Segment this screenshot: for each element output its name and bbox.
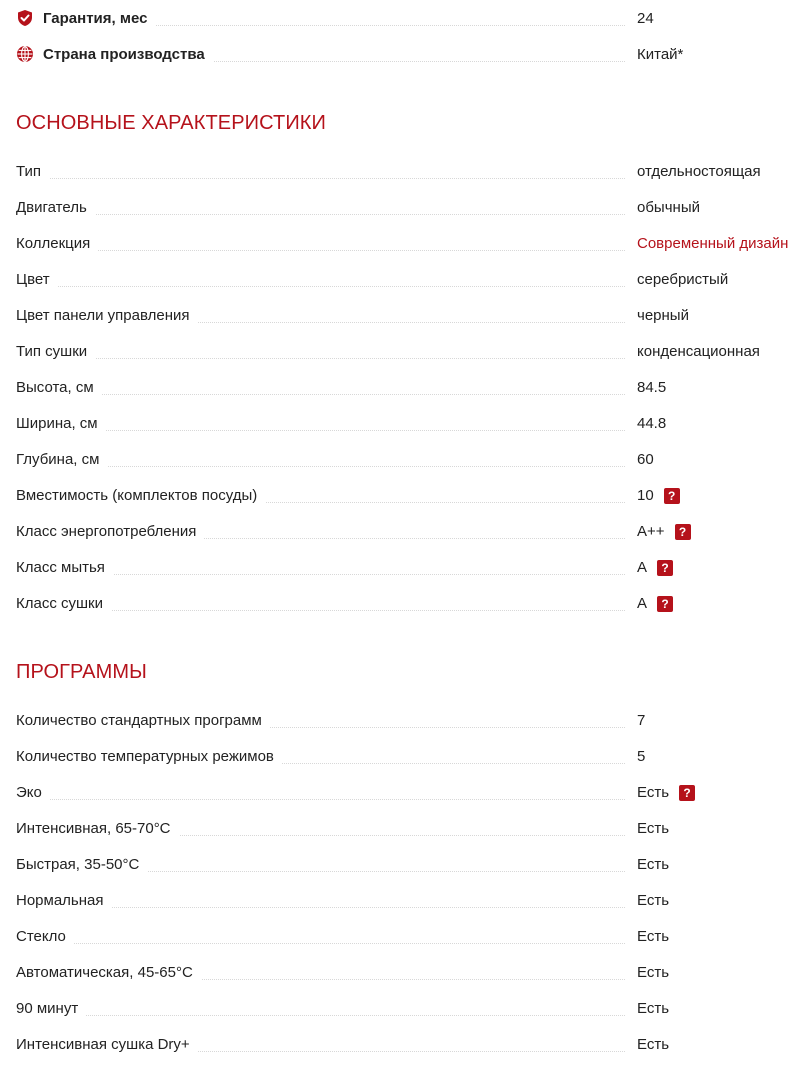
globe-icon: [16, 45, 34, 63]
help-icon[interactable]: ?: [657, 560, 673, 576]
spec-value: обычный: [637, 199, 700, 216]
spec-row: [16, 709, 805, 733]
spec-value: Есть: [637, 892, 670, 909]
help-icon[interactable]: ?: [675, 524, 691, 540]
spec-value: Есть: [637, 928, 670, 945]
section-title-programs: ПРОГРАММЫ: [16, 661, 147, 683]
spec-label: [16, 7, 155, 31]
spec-value: 84.5: [637, 379, 667, 396]
spec-row-warranty: [16, 7, 805, 31]
spec-label: Тип: [16, 160, 49, 184]
spec-row: [16, 304, 805, 328]
dotted-leader: [16, 214, 625, 215]
spec-value: конденсационная: [637, 343, 760, 360]
spec-row: [16, 781, 805, 805]
dotted-leader: [16, 394, 625, 395]
spec-label: Стекло: [16, 925, 74, 949]
spec-row: [16, 232, 805, 256]
spec-value: Есть: [637, 1000, 670, 1017]
spec-value: [637, 556, 673, 580]
spec-label: Интенсивная сушка Dry+: [16, 1033, 198, 1057]
dotted-leader: [16, 358, 625, 359]
spec-label: Количество температурных режимов: [16, 745, 282, 769]
help-icon[interactable]: ?: [657, 596, 673, 612]
spec-value: Есть: [637, 820, 670, 837]
spec-row: [16, 853, 805, 877]
dotted-leader: [16, 799, 625, 800]
spec-row: [16, 889, 805, 913]
spec-label: Класс сушки: [16, 592, 111, 616]
spec-row: [16, 412, 805, 436]
spec-value: Есть: [637, 1036, 670, 1053]
spec-value: 24: [637, 10, 654, 27]
spec-value: серебристый: [637, 271, 729, 288]
spec-value: 7: [637, 712, 646, 729]
spec-value: [637, 592, 673, 616]
dotted-leader: [16, 943, 625, 944]
spec-row: [16, 520, 805, 544]
spec-row: [16, 745, 805, 769]
spec-row: [16, 817, 805, 841]
spec-value: Есть: [637, 856, 670, 873]
spec-label: Глубина, см: [16, 448, 107, 472]
dotted-leader: [16, 178, 625, 179]
spec-label: Нормальная: [16, 889, 112, 913]
spec-row: [16, 556, 805, 580]
spec-row: [16, 1033, 805, 1057]
spec-label: Коллекция: [16, 232, 98, 256]
shield-check-icon: [16, 9, 34, 27]
spec-label: Класс энергопотребления: [16, 520, 204, 544]
dotted-leader: [16, 250, 625, 251]
spec-row: [16, 376, 805, 400]
spec-value-text: Есть: [637, 784, 670, 801]
spec-label: Цвет панели управления: [16, 304, 197, 328]
spec-row: [16, 484, 805, 508]
spec-label: Интенсивная, 65-70°С: [16, 817, 179, 841]
spec-row-country: [16, 43, 805, 67]
spec-value: Китай*: [637, 46, 684, 63]
spec-value: 5: [637, 748, 646, 765]
spec-label: Высота, см: [16, 376, 102, 400]
spec-label: Тип сушки: [16, 340, 95, 364]
spec-value-text: A: [637, 559, 648, 576]
spec-label-text: Гарантия, мес: [43, 10, 148, 27]
spec-label: Количество стандартных программ: [16, 709, 270, 733]
spec-value: черный: [637, 307, 689, 324]
help-icon[interactable]: ?: [679, 785, 695, 801]
spec-value-text: 10: [637, 487, 654, 504]
spec-value: отдельностоящая: [637, 163, 761, 180]
spec-row: [16, 961, 805, 985]
spec-row: [16, 340, 805, 364]
spec-value-text: A++: [637, 523, 665, 540]
spec-label: Цвет: [16, 268, 58, 292]
spec-row: [16, 196, 805, 220]
spec-value: [637, 781, 695, 805]
spec-label-text: Страна производства: [43, 46, 205, 63]
spec-value: 60: [637, 451, 654, 468]
spec-label: Быстрая, 35-50°С: [16, 853, 147, 877]
dotted-leader: [16, 430, 625, 431]
spec-label: Класс мытья: [16, 556, 113, 580]
spec-row: [16, 997, 805, 1021]
spec-label: 90 минут: [16, 997, 86, 1021]
collection-link[interactable]: Современный дизайн: [637, 235, 789, 252]
dotted-leader: [16, 1015, 625, 1016]
spec-label: Эко: [16, 781, 50, 805]
spec-label: Ширина, см: [16, 412, 106, 436]
dotted-leader: [16, 286, 625, 287]
spec-row: [16, 592, 805, 616]
section-title-main: ОСНОВНЫЕ ХАРАКТЕРИСТИКИ: [16, 112, 327, 134]
spec-label: [16, 43, 213, 67]
spec-label: Вместимость (комплектов посуды): [16, 484, 265, 508]
spec-row: [16, 160, 805, 184]
spec-value-text: A: [637, 595, 648, 612]
spec-row: [16, 448, 805, 472]
spec-label: Автоматическая, 45-65°С: [16, 961, 201, 985]
spec-value: 44.8: [637, 415, 667, 432]
spec-row: [16, 925, 805, 949]
spec-value: Есть: [637, 964, 670, 981]
spec-value: [637, 484, 680, 508]
spec-row: [16, 268, 805, 292]
spec-value: [637, 520, 691, 544]
help-icon[interactable]: ?: [664, 488, 680, 504]
spec-label: Двигатель: [16, 196, 95, 220]
